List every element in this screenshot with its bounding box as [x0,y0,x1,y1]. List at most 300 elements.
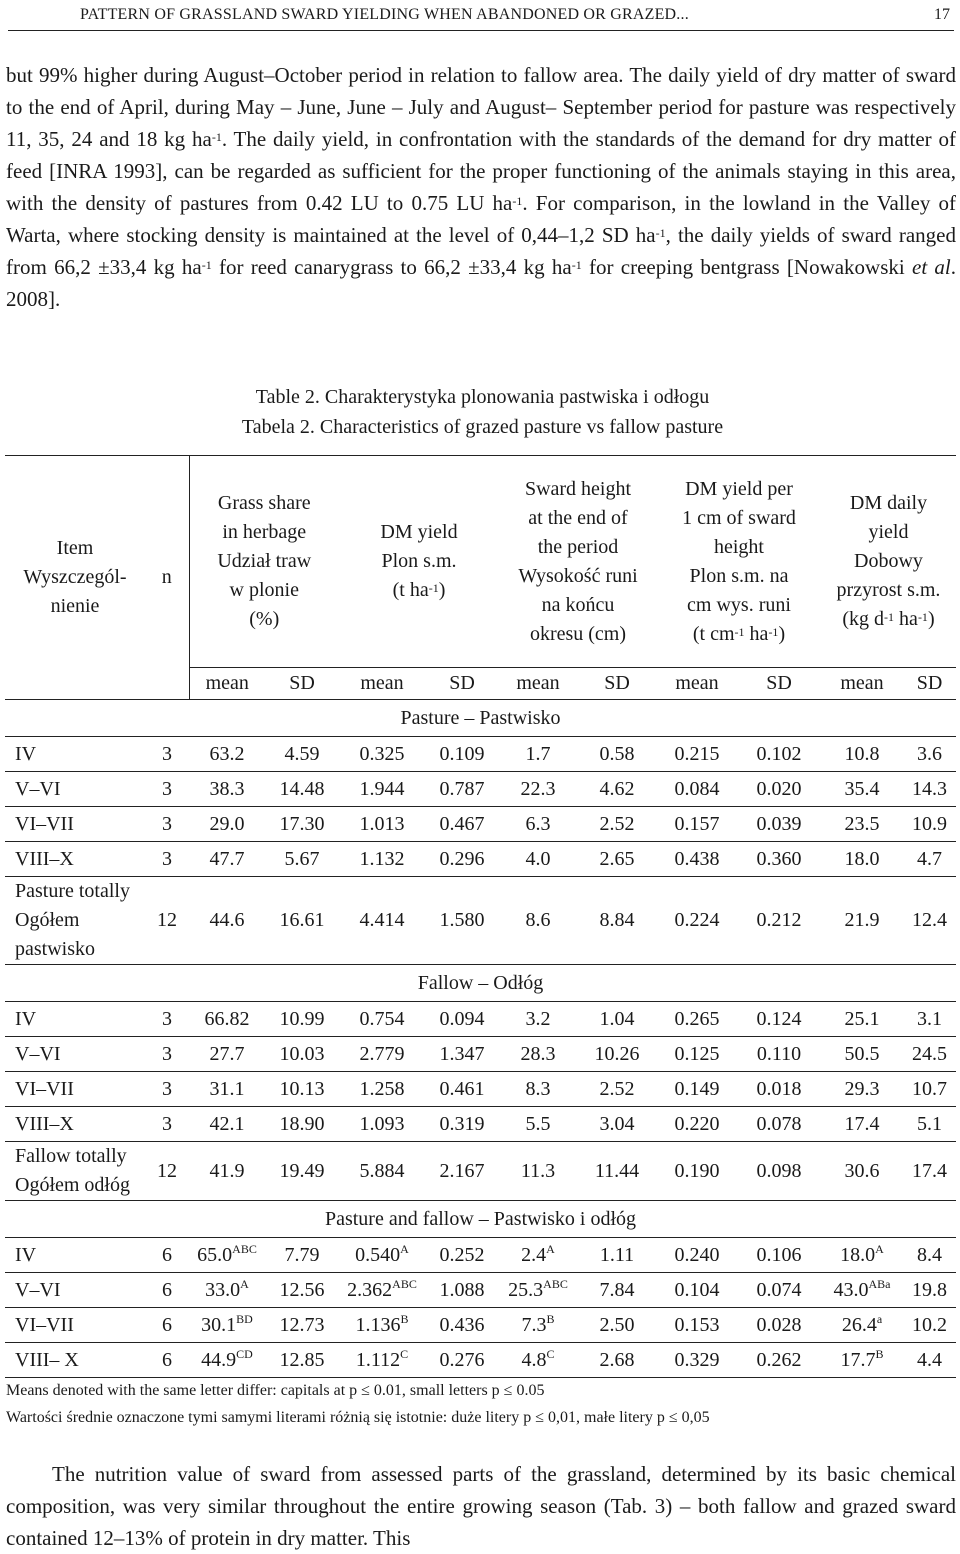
row-value [737,1273,821,1308]
row-value [339,737,425,772]
total-value: 19.49 [265,1142,339,1201]
row-value [425,772,499,807]
row-value [189,1037,265,1072]
value-text: 5.67 [284,847,320,870]
row-item: IV [5,1238,145,1273]
header-sward-height [499,456,657,668]
value-text: 29.3 [844,1077,880,1100]
row-value [903,842,956,877]
value-text: 0.020 [756,777,802,800]
table-row [5,1037,956,1072]
value-text: 0.157 [674,812,720,835]
row-value [499,807,577,842]
value-text: 0.787 [439,777,485,800]
header-text-line: at the end of [528,506,628,529]
row-value [657,842,737,877]
subheader-SD: SD [577,668,657,700]
row-value [425,1343,499,1378]
row-item: V–VI [5,1273,145,1308]
row-value [189,1072,265,1107]
row-value [821,1343,903,1378]
total-n: 12 [145,877,189,965]
value-text: 0.438 [674,847,720,870]
row-item: V–VI [5,772,145,807]
table-total-row [5,1142,956,1201]
header-text-line: Udział traw [217,550,312,572]
row-value [339,1037,425,1072]
header-text-line: Pasture totally [15,880,130,902]
value-text: 4.8 [521,1348,547,1371]
row-value [821,1273,903,1308]
value-text: 2.52 [599,1077,635,1100]
significance-letters: A [546,1241,555,1256]
value-text: 7.3 [521,1313,547,1336]
row-n: 6 [145,1308,189,1343]
row-value [821,842,903,877]
row-value [657,772,737,807]
total-value: 0.190 [657,1142,737,1201]
total-value: 4.414 [339,877,425,965]
significance-letters: a [876,1311,883,1326]
header-unit-part: ha [744,622,769,645]
row-item: VIII– X [5,1343,145,1378]
header-text-line: DM yield per [685,477,793,500]
row-value [499,1107,577,1142]
row-value [577,1238,657,1273]
value-text: 19.8 [912,1278,947,1301]
value-text: 3.2 [525,1007,551,1030]
value-text: 1.347 [439,1042,485,1065]
table-row [5,1238,956,1273]
row-value [903,1037,956,1072]
data-table [5,455,956,1378]
section-title-row [5,1201,956,1238]
value-text: 10.26 [594,1042,640,1065]
total-value: 2.167 [425,1142,499,1201]
total-value: 16.61 [265,877,339,965]
value-text: 1.04 [599,1007,635,1030]
significance-letters: ABC [392,1276,417,1291]
row-value [577,807,657,842]
value-text: 0.252 [439,1243,485,1266]
total-value: 0.098 [737,1142,821,1201]
note-pl: Wartości średnie oznaczone tymi samymi literami różnią się istotnie: duże litery p ≤ 0,01, małe litery p ≤ 0,05 [6,1409,710,1426]
header-text-line: DM daily [849,492,928,514]
significance-letters: A [240,1276,249,1291]
value-text: 25.1 [844,1007,880,1030]
row-value [339,807,425,842]
row-value [577,842,657,877]
row-value [577,1107,657,1142]
row-value [189,842,265,877]
value-text: 1.258 [359,1077,405,1100]
value-text: 38.3 [209,777,245,800]
total-value: 1.580 [425,877,499,965]
value-text: 10.03 [279,1042,325,1065]
value-text: 44.9 [201,1348,237,1371]
row-value [189,1273,265,1308]
value-text: 10.7 [912,1077,947,1100]
header-dm-per-cm [657,456,821,668]
value-text: 0.074 [756,1278,802,1301]
row-value [577,1002,657,1037]
header-unit-part: -1 [884,610,895,624]
table-row [5,1273,956,1308]
header-unit-part: -1 [428,581,439,595]
row-value [821,1072,903,1107]
row-value [189,1238,265,1273]
header-text-line: Wysokość runi [518,564,638,587]
row-value [265,1072,339,1107]
row-n: 3 [145,737,189,772]
value-text: 2.779 [359,1042,405,1065]
row-value [821,1037,903,1072]
header-unit-part: ) [778,622,786,645]
value-text: 0.039 [756,812,802,835]
row-value [425,737,499,772]
row-value [821,772,903,807]
value-text: 1.112 [355,1348,401,1371]
row-value [657,1343,737,1378]
total-n: 12 [145,1142,189,1201]
value-text: 18.0 [844,847,880,870]
value-text: 0.125 [674,1042,720,1065]
table-caption-pl: Table 2. Charakterystyka plonowania pastwiska i odłogu [255,386,710,408]
value-text: 24.5 [912,1042,947,1065]
row-value [821,1238,903,1273]
row-n: 3 [145,1072,189,1107]
value-text: 0.215 [674,742,720,765]
header-text-line: okresu (cm) [529,622,627,645]
subheader-mean: mean [189,668,265,700]
header-unit-part: ) [927,608,935,630]
row-value [737,1072,821,1107]
row-n: 3 [145,772,189,807]
header-unit-part: ) [438,579,446,601]
value-text: 33.0 [205,1278,241,1301]
value-text: 1.093 [359,1112,405,1135]
row-value [903,1273,956,1308]
row-value [425,807,499,842]
row-item: VI–VII [5,1072,145,1107]
table-row [5,807,956,842]
value-text: 3.04 [599,1112,635,1135]
row-value [657,807,737,842]
significance-letters: C [400,1346,409,1361]
significance-letters: B [400,1311,409,1326]
row-value [339,1308,425,1343]
header-text-line: DM yield [380,521,458,543]
value-text: 7.84 [599,1278,635,1301]
value-text: 50.5 [844,1042,880,1065]
row-value [265,1273,339,1308]
row-value [821,1107,903,1142]
note-en: Means denoted with the same letter differ: capitals at p ≤ 0.01, small letters p ≤ 0.05 [6,1382,545,1399]
row-n: 3 [145,1107,189,1142]
row-value [339,1072,425,1107]
total-value: 21.9 [821,877,903,965]
value-text: 0.153 [674,1313,720,1336]
significance-letters: A [400,1241,409,1256]
subheader-mean: mean [339,668,425,700]
significance-letters: CD [236,1346,253,1361]
total-value: 5.884 [339,1142,425,1201]
row-value [737,1343,821,1378]
header-text-line: (%) [249,608,280,630]
value-text: 4.4 [917,1348,942,1371]
total-value: 0.212 [737,877,821,965]
value-text: 4.59 [284,742,320,765]
value-text: 43.0 [833,1278,869,1301]
header-text-line: Ogółem odłóg [15,1174,130,1196]
value-text: 1.088 [439,1278,485,1301]
value-text: 2.68 [599,1348,635,1371]
value-text: 12.85 [279,1348,325,1371]
row-value [425,842,499,877]
value-text: 26.4 [841,1313,877,1336]
row-value [189,1002,265,1037]
value-text: 5.1 [917,1112,942,1135]
row-value [577,1343,657,1378]
value-text: 30.1 [201,1313,237,1336]
row-value [339,772,425,807]
value-text: 4.62 [599,777,635,800]
total-value: 44.6 [189,877,265,965]
header-text-line: w plonie [229,579,299,601]
total-value: 8.84 [577,877,657,965]
value-text: 1.944 [359,777,405,800]
value-text: 18.90 [279,1112,325,1135]
row-value [577,1072,657,1107]
row-value [425,1107,499,1142]
total-value: 0.224 [657,877,737,965]
significance-letters: B [546,1311,555,1326]
significance-letters: C [546,1346,555,1361]
total-value: 12.4 [903,877,956,965]
header-unit-part: (kg d [842,608,885,630]
total-item [5,877,145,965]
value-text: 0.240 [674,1243,720,1266]
row-item: VI–VII [5,1308,145,1343]
value-text: 0.110 [756,1042,802,1065]
row-value [265,737,339,772]
row-value [189,1343,265,1378]
header-item [5,456,145,700]
header-text-line: Ogółem [15,909,80,931]
row-value [903,1107,956,1142]
significance-letters: A [875,1241,884,1256]
table-header-row [5,456,956,668]
value-text: 0.124 [756,1007,802,1030]
section-title-row [5,965,956,1002]
row-value [499,842,577,877]
value-text: 6.3 [525,812,551,835]
row-value [499,737,577,772]
row-value [903,1343,956,1378]
row-value [499,1238,577,1273]
header-unit-part: -1 [917,610,928,624]
total-value: 17.4 [903,1142,956,1201]
row-value [657,1308,737,1343]
subheader-SD: SD [737,668,821,700]
row-value [339,1002,425,1037]
row-value [903,772,956,807]
table-row [5,1107,956,1142]
value-text: 0.084 [674,777,720,800]
running-header [8,0,954,31]
row-item: IV [5,1002,145,1037]
row-value [425,1308,499,1343]
value-text: 0.104 [674,1278,720,1301]
header-text-line: nienie [50,595,100,617]
value-text: 22.3 [520,777,556,800]
value-text: 0.360 [756,847,802,870]
row-value [737,1002,821,1037]
header-unit-part: -1 [768,624,779,639]
row-value [189,1107,265,1142]
value-text: 4.0 [525,847,551,870]
row-value [499,1072,577,1107]
value-text: 25.3 [508,1278,544,1301]
value-text: 0.102 [756,742,802,765]
row-item: VI–VII [5,807,145,842]
row-value [903,737,956,772]
row-value [903,1308,956,1343]
row-value [737,1107,821,1142]
value-text: 0.262 [756,1348,802,1371]
row-value [577,737,657,772]
row-value [265,1037,339,1072]
value-text: 7.79 [284,1243,320,1266]
significance-letters: BD [236,1311,253,1326]
row-value [265,1308,339,1343]
row-value [821,807,903,842]
row-value [499,1343,577,1378]
row-value [821,737,903,772]
row-item: IV [5,737,145,772]
subheader-SD: SD [903,668,956,700]
significance-letters: ABa [868,1276,891,1291]
row-value [189,737,265,772]
value-text: 0.265 [674,1007,720,1030]
row-value [265,1343,339,1378]
header-unit-part: (t ha [392,579,429,601]
value-text: 1.013 [359,812,405,835]
value-text: 1.132 [359,847,405,870]
value-text: 2.50 [599,1313,635,1336]
section-title: Pasture and fallow – Pastwisko i odłóg [5,1201,956,1238]
table-row [5,772,956,807]
row-value [577,772,657,807]
table-notes [6,1377,710,1431]
value-text: 2.4 [521,1243,547,1266]
total-value: 41.9 [189,1142,265,1201]
subheader-mean: mean [821,668,903,700]
value-text: 0.220 [674,1112,720,1135]
row-value [339,1238,425,1273]
value-text: 17.30 [279,812,325,835]
subheader-mean: mean [499,668,577,700]
row-value [265,1002,339,1037]
row-value [821,1002,903,1037]
header-n: n [161,566,172,588]
section-title-row [5,700,956,737]
row-value [737,737,821,772]
row-value [577,1037,657,1072]
row-value [737,1238,821,1273]
value-text: 28.3 [520,1042,556,1065]
value-text: 0.149 [674,1077,720,1100]
paragraph-1: but 99% higher during August–October period in relation to fallow area. The daily yield of dry matter of sward to the end of April, during May – June, June – July and August– September period for pasture was respectively 11, 35, 24 and 18 kg $ha^{-1}$. The daily yield, in confrontation with the standards of the demand for dry matter of feed [INRA 1993], can be regarded as sufficient for the proper functioning of the animals staying in this area, with the density of pastures from 0.42 LU to 0.75 LU $ha^{-1}$. For comparison, in the lowland in the Valley of Warta, where stocking density is maintained at the level of 0,44–1,2 SD $ha^{-1}$, the daily yields of sward ranged from 66,2 ±33,4 kg $ha^{-1}$ for reed canarygrass to 66,2 ±33,4 kg $ha^{-1}$ for creeping bentgrass [Nowakowski et al. 2008]. [6,63,957,311]
value-text: 47.7 [209,847,245,870]
value-text: 63.2 [209,742,245,765]
row-value [265,842,339,877]
row-value [425,1002,499,1037]
value-text: 0.461 [439,1077,485,1100]
row-value [189,807,265,842]
row-n: 6 [145,1343,189,1378]
row-value [737,807,821,842]
table-caption [0,382,960,442]
row-value [499,1002,577,1037]
row-value [339,1273,425,1308]
value-text: 0.436 [439,1313,485,1336]
header-dm-daily [821,456,956,668]
row-n: 3 [145,807,189,842]
significance-letters: ABC [543,1276,568,1291]
row-value [657,737,737,772]
header-text-line: Fallow totally [15,1145,127,1167]
row-n: 3 [145,1002,189,1037]
row-value [499,1037,577,1072]
value-text: 5.5 [525,1112,551,1135]
value-text: 1.7 [525,742,551,765]
value-text: 12.73 [279,1313,325,1336]
table-row [5,842,956,877]
value-text: 0.028 [756,1313,802,1336]
row-value [657,1072,737,1107]
table-row [5,1002,956,1037]
header-grass-share [189,456,339,668]
value-text: 23.5 [844,812,880,835]
row-value [189,772,265,807]
row-value [265,772,339,807]
value-text: 10.13 [279,1077,325,1100]
row-value [189,1308,265,1343]
row-value [577,1273,657,1308]
value-text: 29.0 [209,812,245,835]
row-value [737,1308,821,1343]
value-text: 0.754 [359,1007,405,1030]
value-text: 66.82 [204,1007,250,1030]
row-n: 6 [145,1238,189,1273]
value-text: 14.48 [279,777,325,800]
value-text: 3.1 [917,1007,942,1030]
value-text: 10.99 [279,1007,325,1030]
value-text: 35.4 [844,777,880,800]
value-text: 0.467 [439,812,485,835]
value-text: 0.540 [355,1243,401,1266]
value-text: 18.0 [840,1243,876,1266]
value-text: 0.078 [756,1112,802,1135]
row-value [903,1238,956,1273]
value-text: 0.58 [599,742,635,765]
significance-letters: B [875,1346,884,1361]
row-value [339,1343,425,1378]
value-text: 2.362 [347,1278,393,1301]
header-text-line: Plon s.m. [381,550,457,572]
value-text: 1.136 [355,1313,401,1336]
